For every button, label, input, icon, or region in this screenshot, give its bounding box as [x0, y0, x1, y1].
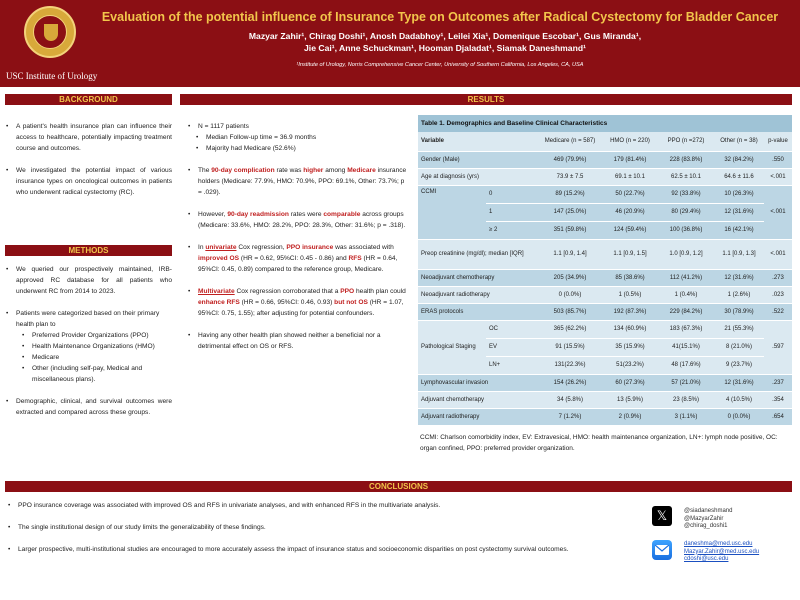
x-twitter-icon: 𝕏 — [652, 506, 672, 526]
background-bullet: • A patient's health insurance plan can influence their access to healthcare, potentially impacting treatment course and outcomes. — [6, 123, 172, 152]
methods-bullet: • Patients were categorized based on their primary health plan to — [6, 310, 160, 328]
authors-line-1: Mazyar Zahir¹, Chirag Doshi¹, Anosh Dadabhoy¹, Leilei Xia¹, Domenique Escobar¹, Gus Miranda¹, — [248, 31, 642, 41]
table-row: CCMI 0 89 (15.2%) 50 (22.7%) 92 (33.8%) 10 (26.3%) <.001 — [418, 185, 792, 203]
social-handles — [684, 508, 732, 531]
results-bullet: • Multivariate Cox regression corroborated that a PPO health plan could enhance RFS (HR = 0.66, 95%CI: 0.46, 0.93) but not OS (HR = 1.07, 95%CI: 0.75, 1.55); after adjusting for potential confounders. — [188, 288, 406, 317]
results-bullet: • In univariate Cox regression, PPO insurance was associated with improved OS (HR = 0.62, 95%CI: 0.45 - 0.86) and RFS (HR = 0.64, 95%CI: 0.45, 0.89) compared to the reference group, Medicare. — [188, 244, 398, 273]
table-row: Adjuvant radiotherapy 7 (1.2%) 2 (0.9%) 3 (1.1%) 0 (0.0%) .654 — [418, 408, 792, 425]
results-heading: RESULTS — [180, 94, 792, 105]
conclusions-section — [8, 500, 648, 555]
methods-bullet: • Demographic, clinical, and survival outcomes were extracted and compared across these groups. — [6, 398, 172, 416]
background-bullet: • We investigated the potential impact of various insurance types on oncological outcomes in patients who underwent radical cystectomy (RC). — [6, 167, 172, 196]
background-heading: BACKGROUND — [5, 94, 172, 105]
table-row: Pathological Staging OC 365 (62.2%) 134 (60.9%) 183 (67.3%) 21 (55.3%) .597 — [418, 320, 792, 338]
usc-seal-logo — [24, 6, 76, 58]
table-row: 1 147 (25.0%) 46 (20.9%) 80 (29.4%) 12 (31.6%) — [418, 203, 792, 221]
methods-sub-bullet: • Health Maintenance Organizations (HMO) — [22, 343, 155, 350]
table-row: ERAS protocols 503 (85.7%) 192 (87.3%) 229 (84.2%) 30 (78.9%) .522 — [418, 303, 792, 320]
email-link[interactable]: daneshma@med.usc.edu — [684, 541, 753, 547]
table-row: Adjuvant chemotherapy 34 (5.8%) 13 (5.9%) 23 (8.5%) 4 (10.5%) .354 — [418, 391, 792, 408]
affiliation: ¹Institute of Urology, Norris Comprehensive Cancer Center, University of Southern California, Los Angeles, CA, USA — [296, 62, 584, 68]
methods-sub-bullet: • Medicare — [22, 354, 60, 361]
table-row: Lymphovascular invasion 154 (26.2%) 60 (27.3%) 57 (21.0%) 12 (31.6%) .237 — [418, 374, 792, 391]
methods-heading: METHODS — [5, 245, 172, 256]
conclusion-bullet: • PPO insurance coverage was associated with improved OS and RFS in univariate analyses, and with enhanced RFS in the multivariate analysis. — [8, 502, 441, 509]
table-footnote: CCMI: Charlson comorbidity index, EV: Extravesical, HMO: health maintenance organization, LN+: lymph node positive, OC: organ confined, PPO: preferred provider organization. — [420, 434, 778, 452]
authors-line-2: Jie Cai¹, Anne Schuckman¹, Hooman Djaladat¹, Siamak Daneshmand¹ — [304, 43, 586, 53]
methods-section — [6, 264, 172, 418]
table-row: LN+ 131(22.3%) 51(23.2%) 48 (17.6%) 9 (23.7%) — [418, 356, 792, 374]
results-bullet: • However, 90-day readmission rates were comparable across groups (Medicare: 33.6%, HMO: 28.2%, PPO: 28.3%, Other: 31.6%; p = .318). — [188, 211, 406, 229]
table-row: Preop creatinine (mg/dl); median [IQR] 1.1 [0.9, 1.4] 1.1 [0.9, 1.5] 1.0 [0.9, 1.2] 1.1 [0.9, 1.3] <.001 — [418, 239, 792, 269]
table-row: Gender (Male) 469 (79.9%) 179 (81.4%) 228 (83.8%) 32 (84.2%) .550 — [418, 151, 792, 168]
conclusion-bullet: • Larger prospective, multi-institutional studies are encouraged to more accurately assess the impact of insurance status and socioeconomic disparities on post cystectomy survival outcomes. — [8, 546, 569, 553]
social-handle[interactable]: @siadaneshmand — [684, 508, 733, 514]
email-link[interactable]: cdoshi@usc.edu — [684, 556, 729, 562]
mail-icon — [652, 540, 672, 560]
demographics-table — [418, 115, 792, 426]
table-row: ≥ 2 351 (59.8%) 124 (59.4%) 100 (36.8%) 16 (42.1%) — [418, 221, 792, 239]
methods-bullet: • We queried our prospectively maintained, IRB-approved RC database for all patients who underwent RC from 2014 to 2023. — [6, 266, 172, 295]
poster-title: Evaluation of the potential influence of Insurance Type on Outcomes after Radical Cystectomy for Bladder Cancer — [101, 10, 779, 24]
results-text — [188, 121, 410, 352]
title-banner — [0, 0, 800, 87]
social-handle[interactable]: @chirag_doshi1 — [684, 523, 728, 529]
results-bullet: • The 90-day complication rate was higher among Medicare insurance holders (Medicare: 77.9%, HMO: 70.9%, PPO: 69.1%, Other: 73.7%; p = .029). — [188, 167, 407, 196]
conclusions-heading: CONCLUSIONS — [5, 481, 792, 492]
table-caption: Table 1. Demographics and Baseline Clinical Characteristics — [418, 115, 792, 132]
table-row: Neoadjuvant chemotherapy 205 (34.9%) 85 (38.6%) 112 (41.2%) 12 (31.6%) .273 — [418, 269, 792, 286]
author-list — [180, 30, 710, 54]
background-section — [6, 121, 172, 198]
email-link[interactable]: Mazyar.Zahir@med.usc.edu — [684, 548, 760, 555]
social-handle[interactable]: @MazyarZahir — [684, 515, 724, 522]
results-bullet: • Having any other health plan showed neither a beneficial nor a detrimental effect on OS or RFS. — [188, 332, 381, 350]
table-row: Age at diagnosis (yrs) 73.9 ± 7.5 69.1 ± 10.1 62.5 ± 10.1 64.6 ± 11.6 <.001 — [418, 168, 792, 185]
conclusion-bullet: • The single institutional design of our study limits the generalizability of these findings. — [8, 524, 266, 531]
results-bullet: • N = 1117 patients — [188, 123, 249, 130]
email-list — [684, 541, 759, 564]
methods-sub-bullet: • Preferred Provider Organizations (PPO) — [22, 332, 149, 339]
table-header-row: Variable Medicare (n = 587) HMO (n = 220) PPO (n =272) Other (n = 38) p-value — [418, 132, 792, 151]
methods-sub-bullet: • Other (including self-pay, Medical and miscellaneous plans). — [22, 365, 143, 383]
results-sub-bullet: • Median Follow-up time = 36.9 months — [196, 134, 317, 141]
table-row: EV 91 (15.5%) 35 (15.9%) 41(15.1%) 8 (21.0%) — [418, 338, 792, 356]
table-row: Neoadjuvant radiotherapy 0 (0.0%) 1 (0.5%) 1 (0.4%) 1 (2.6%) .023 — [418, 286, 792, 303]
institution-name: USC Institute of Urology — [6, 71, 98, 81]
results-sub-bullet: • Majority had Medicare (52.6%) — [196, 145, 296, 152]
